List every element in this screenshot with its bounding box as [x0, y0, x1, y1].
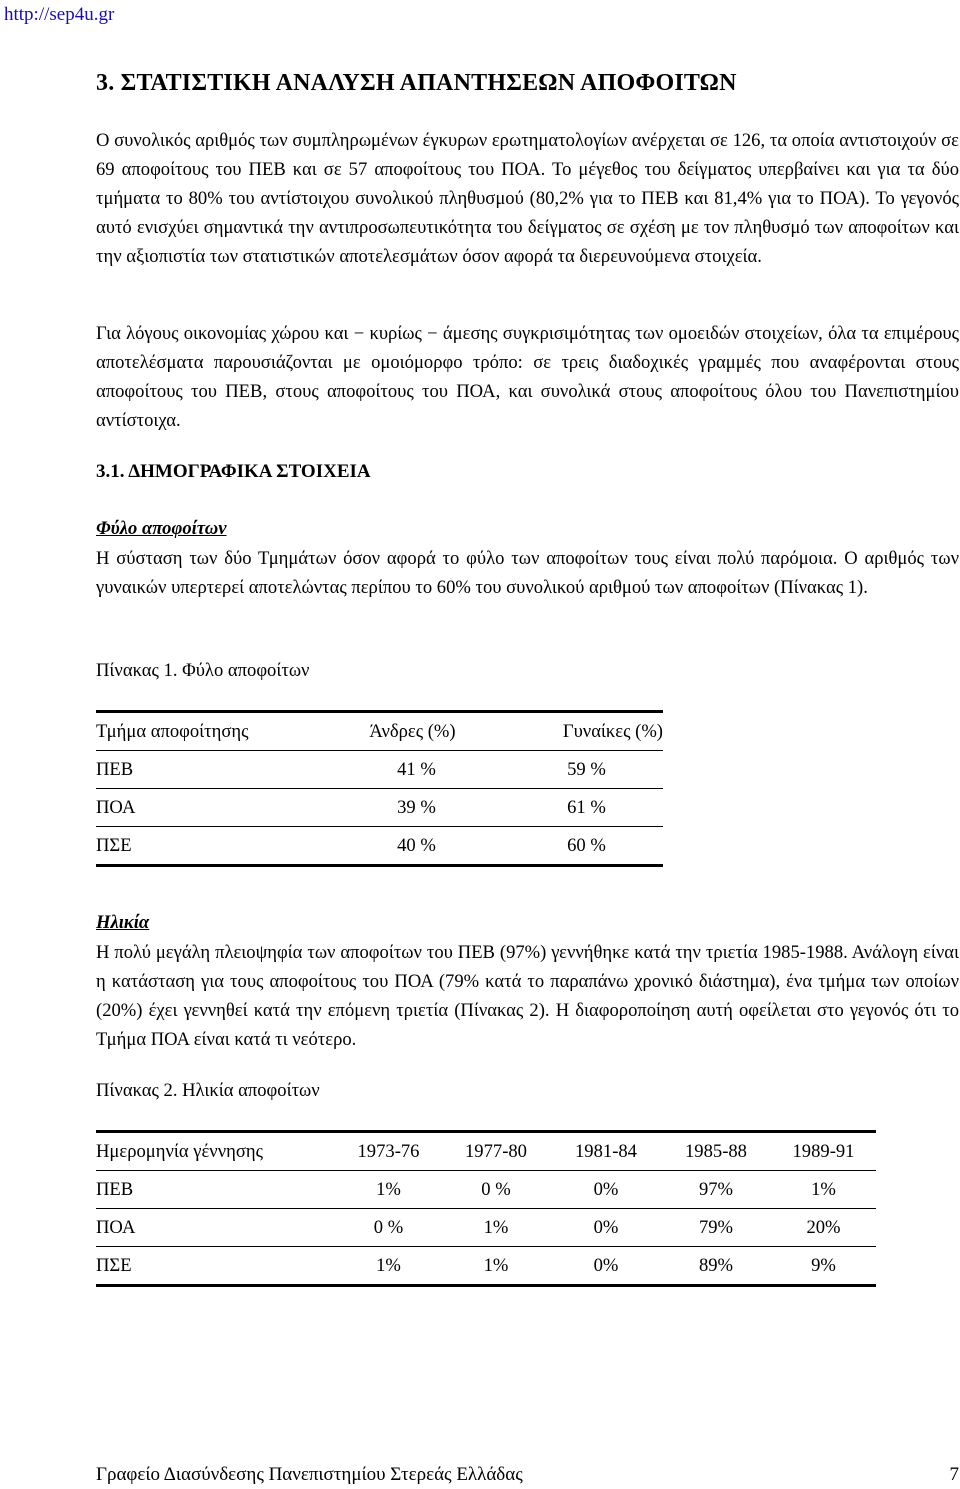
table-header-cell: 1977-80	[441, 1132, 551, 1171]
source-link[interactable]: http://sep4u.gr	[4, 4, 115, 25]
table-cell: 1%	[441, 1209, 551, 1247]
table-1-caption: Πίνακας 1. Φύλο αποφοίτων	[96, 660, 310, 681]
table-cell: 1%	[771, 1171, 876, 1209]
table-header-cell: 1989-91	[771, 1132, 876, 1171]
table-cell: 39 %	[325, 789, 500, 827]
table-cell: 0%	[551, 1247, 661, 1286]
table-cell: 20%	[771, 1209, 876, 1247]
table-row	[96, 1247, 876, 1286]
table-header-row	[96, 1132, 876, 1171]
table-cell: 59 %	[500, 751, 663, 789]
table-header-cell: 1973-76	[336, 1132, 441, 1171]
table-header-cell: 1985-88	[661, 1132, 771, 1171]
subsection-title: 3.1. ΔΗΜΟΓΡΑΦΙΚΑ ΣΤΟΙΧΕΙΑ	[96, 461, 371, 482]
table-row	[96, 751, 663, 789]
table-cell: ΠΕΒ	[96, 751, 325, 789]
table-header-row	[96, 712, 663, 751]
table-header-cell: 1981-84	[551, 1132, 661, 1171]
table-cell: 1%	[336, 1171, 441, 1209]
table-cell: 9%	[771, 1247, 876, 1286]
table-cell: 1%	[441, 1247, 551, 1286]
gender-paragraph: Η σύσταση των δύο Τμημάτων όσον αφορά το φύλο των αποφοίτων τους είναι πολύ παρόμοια. Ο αριθμός των γυναικών υπερτερεί αποτελώντας περίπου το 60% του συνολικού αριθμού των αποφοίτων (Πίνακας 1).	[96, 548, 959, 598]
gender-heading: Φύλο αποφοίτων	[96, 518, 227, 539]
table-cell: ΠΕΒ	[96, 1171, 336, 1209]
table-row	[96, 1209, 876, 1247]
table-row	[96, 1171, 876, 1209]
table-cell: 0 %	[441, 1171, 551, 1209]
table-cell: ΠΟΑ	[96, 789, 325, 827]
table-cell: 79%	[661, 1209, 771, 1247]
table-cell: ΠΟΑ	[96, 1209, 336, 1247]
table-header-cell: Άνδρες (%)	[325, 712, 500, 751]
table-cell: 1%	[336, 1247, 441, 1286]
table-cell: 0 %	[336, 1209, 441, 1247]
table-cell: ΠΣΕ	[96, 827, 325, 866]
table-cell: 0%	[551, 1171, 661, 1209]
gender-table	[96, 710, 663, 867]
table-row	[96, 827, 663, 866]
intro-paragraph-1: Ο συνολικός αριθμός των συμπληρωμένων έγκυρων ερωτηματολογίων ανέρχεται σε 126, τα οποία αντιστοιχούν σε 69 αποφοίτους του ΠΕΒ και σε 57 αποφοίτους του ΠΟΑ. Το μέγεθος του δείγματος υπερβαίνει και για τα δύο τμήματα το 80% του αντίστοιχου συνολικού πληθυσμού (80,2% για το ΠΕΒ και 81,4% για το ΠΟΑ). Το γεγονός αυτό ενισχύει σημαντικά την αντιπροσωπευτικότητα του δείγματος σε σχέση με τον πληθυσμό των αποφοίτων και την αξιοπιστία των στατιστικών αποτελεσμάτων όσον αφορά τα διερευνούμενα στοιχεία.	[96, 130, 959, 267]
page-footer	[96, 1464, 959, 1486]
table-header-cell: Τμήμα αποφοίτησης	[96, 712, 325, 751]
age-table	[96, 1130, 876, 1287]
footer-office: Γραφείο Διασύνδεσης Πανεπιστημίου Στερεάς Ελλάδας	[96, 1464, 523, 1485]
table-cell: 40 %	[325, 827, 500, 866]
table-header-cell: Γυναίκες (%)	[500, 712, 663, 751]
table-cell: 61 %	[500, 789, 663, 827]
age-paragraph: Η πολύ μεγάλη πλειοψηφία των αποφοίτων του ΠΕΒ (97%) γεννήθηκε κατά την τριετία 1985-1988. Ανάλογη είναι η κατάσταση για τους αποφοίτους του ΠΟΑ (79% κατά το παραπάνω χρονικό διάστημα), ένα τμήμα των οποίων (20%) έχει γεννηθεί κατά την επόμενη τριετία (Πίνακας 2). Η διαφοροποίηση αυτή οφείλεται στο γεγονός ότι το Τμήμα ΠΟΑ είναι κατά τι νεότερο.	[96, 942, 959, 1050]
section-title: 3. ΣΤΑΤΙΣΤΙΚΗ ΑΝΑΛΥΣΗ ΑΠΑΝΤΗΣΕΩΝ ΑΠΟΦΟΙΤΩΝ	[96, 70, 737, 96]
page-number: 7	[949, 1464, 959, 1485]
age-heading: Ηλικία	[96, 912, 150, 933]
table-row	[96, 789, 663, 827]
table-cell: 41 %	[325, 751, 500, 789]
table-cell: 60 %	[500, 827, 663, 866]
table-cell: 89%	[661, 1247, 771, 1286]
intro-paragraph-2: Για λόγους οικονομίας χώρου και − κυρίως − άμεσης συγκρισιμότητας των ομοειδών στοιχείων, όλα τα επιμέρους αποτελέσματα παρουσιάζονται με ομοιόμορφο τρόπο: σε τρεις διαδοχικές γραμμές που αναφέρονται στους αποφοίτους του ΠΕΒ, στους αποφοίτους του ΠΟΑ, και συνολικά στους αποφοίτους όλου του Πανεπιστημίου αντίστοιχα.	[96, 323, 959, 431]
table-cell: 0%	[551, 1209, 661, 1247]
table-cell: 97%	[661, 1171, 771, 1209]
table-2-caption: Πίνακας 2. Ηλικία αποφοίτων	[96, 1080, 320, 1101]
table-header-cell: Ημερομηνία γέννησης	[96, 1132, 336, 1171]
table-cell: ΠΣΕ	[96, 1247, 336, 1286]
